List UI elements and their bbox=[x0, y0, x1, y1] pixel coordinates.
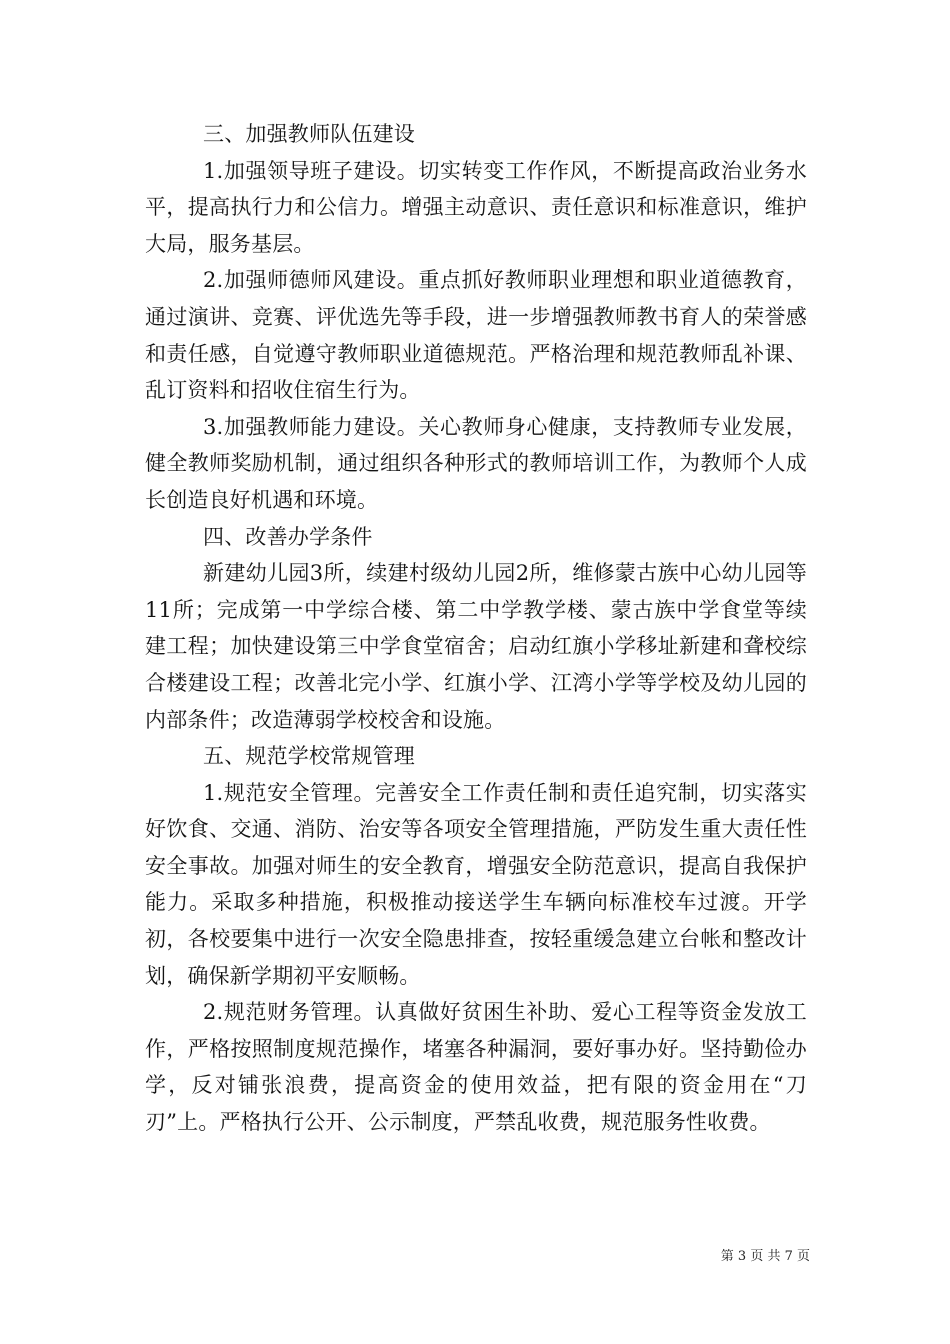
document-body bbox=[145, 116, 807, 1141]
section-heading-3: 三、加强教师队伍建设 bbox=[203, 122, 415, 146]
page-number: 第 3 页 共 7 页 bbox=[720, 1249, 810, 1264]
section-heading-4: 四、改善办学条件 bbox=[203, 524, 373, 549]
section-heading-5: 五、规范学校常规管理 bbox=[203, 744, 415, 769]
paragraph-conditions: 新建幼儿园3所，续建村级幼儿园2所，维修蒙古族中心幼儿园等11所；完成第一中学综合楼、第二中学教学楼、蒙古族中学食堂等续建工程；加快建设第三中学食堂宿舍；启动红旗小学移址新建和聋校综合楼建设工程；改善北完小学、红旗小学、江湾小学等学校及幼儿园的内部条件；改造薄弱学校校舍和设施。 bbox=[145, 561, 807, 732]
paragraph-ability: 3.加强教师能力建设。关心教师身心健康，支持教师专业发展，健全教师奖励机制，通过组织各种形式的教师培训工作，为教师个人成长创造良好机遇和环境。 bbox=[145, 414, 807, 512]
paragraph-safety: 1.规范安全管理。完善安全工作责任制和责任追究制，切实落实好饮食、交通、消防、治安等各项安全管理措施，严防发生重大责任性安全事故。加强对师生的安全教育，增强安全防范意识，提高自我保护能力。采取多种措施，积极推动接送学生车辆向标准校车过渡。开学初，各校要集中进行一次安全隐患排查，按轻重缓急建立台帐和整改计划，确保新学期初平安顺畅。 bbox=[145, 780, 807, 988]
paragraph-finance: 2.规范财务管理。认真做好贫困生补助、爱心工程等资金发放工作，严格按照制度规范操作，堵塞各种漏洞，要好事办好。坚持勤俭办学，反对铺张浪费，提高资金的使用效益，把有限的资金用在“刀刃”上。严格执行公开、公示制度，严禁乱收费，规范服务性收费。 bbox=[145, 1000, 807, 1135]
paragraph-leadership: 1.加强领导班子建设。切实转变工作作风，不断提高政治业务水平，提高执行力和公信力。增强主动意识、责任意识和标准意识，维护大局，服务基层。 bbox=[145, 158, 807, 256]
paragraph-ethics: 2.加强师德师风建设。重点抓好教师职业理想和职业道德教育，通过演讲、竞赛、评优选先等手段，进一步增强教师教书育人的荣誉感和责任感，自觉遵守教师职业道德规范。严格治理和规范教师乱补课、乱订资料和招收住宿生行为。 bbox=[145, 268, 807, 403]
